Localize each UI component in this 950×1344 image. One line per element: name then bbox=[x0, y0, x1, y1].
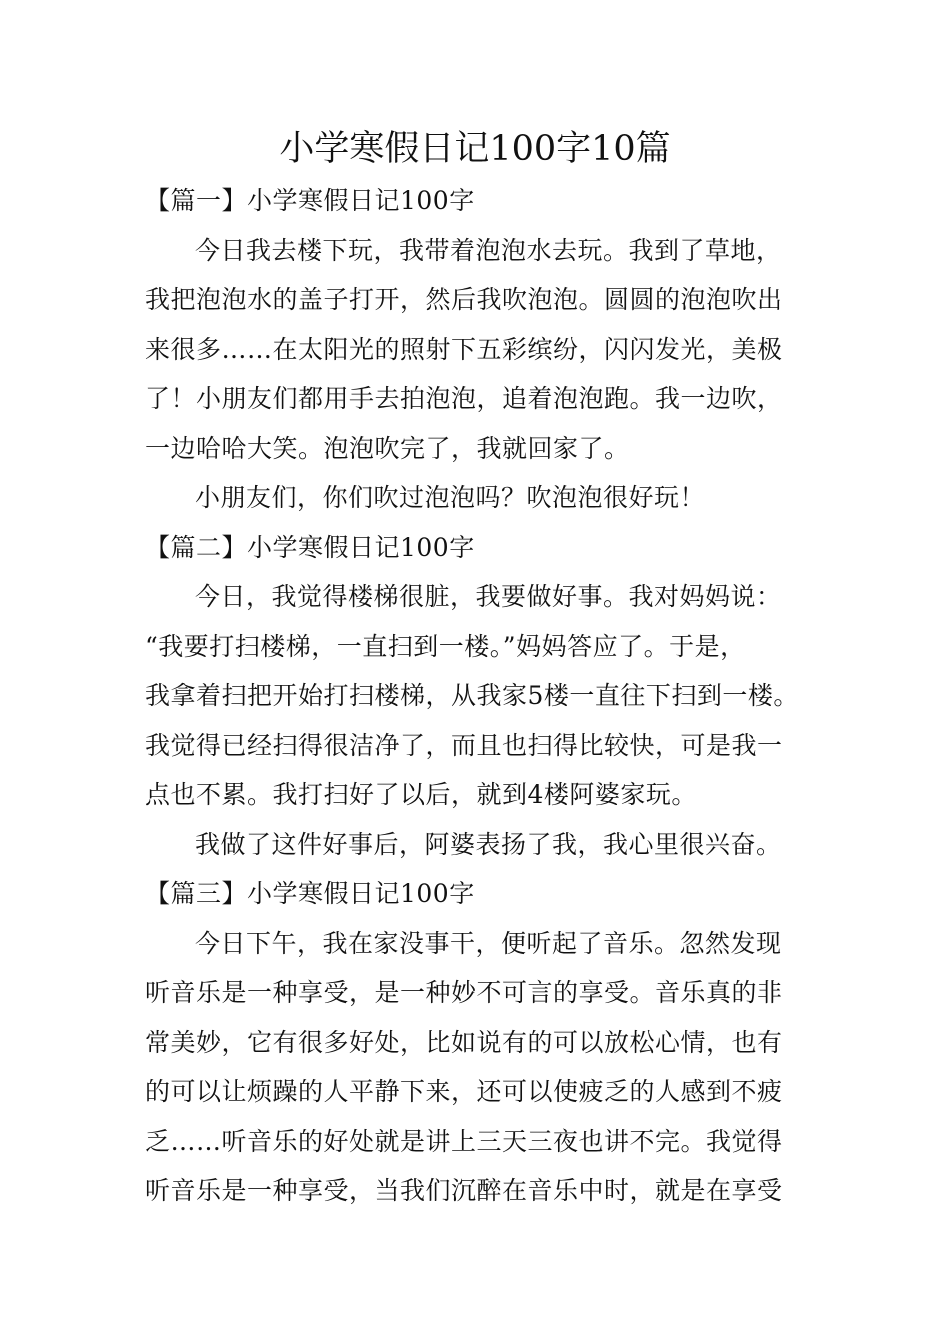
section-heading-1: 【篇一】小学寒假日记100字 bbox=[145, 186, 475, 215]
text-line: 今日，我觉得楼梯很脏，我要做好事。我对妈妈说： bbox=[195, 582, 782, 611]
document-title: 小学寒假日记100字10篇 bbox=[279, 129, 671, 169]
text-line: 点也不累。我打扫好了以后，就到4楼阿婆家玩。 bbox=[145, 780, 697, 809]
section-2-paragraph-2 bbox=[145, 820, 807, 870]
text-line: 今日下午，我在家没事干，便听起了音乐。忽然发现 bbox=[195, 928, 782, 958]
text-line: 乏……听音乐的好处就是讲上三天三夜也讲不完。我觉得 bbox=[145, 1126, 783, 1156]
text-line: 我觉得已经扫得很洁净了，而且也扫得比较快，可是我一 bbox=[145, 730, 783, 760]
text-line: 一边哈哈大笑。泡泡吹完了，我就回家了。 bbox=[145, 433, 630, 463]
text-line: 今日我去楼下玩，我带着泡泡水去玩。我到了草地， bbox=[195, 235, 782, 265]
section-heading-3: 【篇三】小学寒假日记100字 bbox=[145, 879, 475, 908]
text-line: 了！小朋友们都用手去拍泡泡，追着泡泡跑。我一边吹， bbox=[145, 384, 783, 413]
text-line: 小朋友们，你们吹过泡泡吗？吹泡泡很好玩！ bbox=[195, 483, 706, 512]
text-line: 听音乐是一种享受，当我们沉醉在音乐中时，就是在享受 bbox=[145, 1176, 783, 1205]
section-1-paragraph-1 bbox=[145, 226, 807, 474]
document-body bbox=[145, 176, 807, 1216]
text-line: “我要打扫楼梯，一直扫到一楼。”妈妈答应了。于是， bbox=[145, 631, 746, 661]
text-line: 常美妙，它有很多好处，比如说有的可以放松心情，也有 bbox=[145, 1027, 783, 1057]
text-line: 的可以让烦躁的人平静下来，还可以使疲乏的人感到不疲 bbox=[145, 1077, 783, 1106]
text-line: 听音乐是一种享受，是一种妙不可言的享受。音乐真的非 bbox=[145, 978, 783, 1007]
text-line: 我做了这件好事后，阿婆表扬了我，我心里很兴奋。 bbox=[195, 829, 782, 859]
text-line: 我拿着扫把开始打扫楼梯，从我家5楼一直往下扫到一楼。 bbox=[145, 681, 799, 710]
section-2-paragraph-1 bbox=[145, 572, 807, 820]
section-3-paragraph-1 bbox=[145, 919, 807, 1216]
text-line: 来很多……在太阳光的照射下五彩缤纷，闪闪发光，美极 bbox=[145, 334, 783, 364]
section-heading-2: 【篇二】小学寒假日记100字 bbox=[145, 532, 475, 562]
section-1-paragraph-2 bbox=[145, 473, 807, 523]
text-line: 我把泡泡水的盖子打开，然后我吹泡泡。圆圆的泡泡吹出 bbox=[145, 285, 783, 314]
